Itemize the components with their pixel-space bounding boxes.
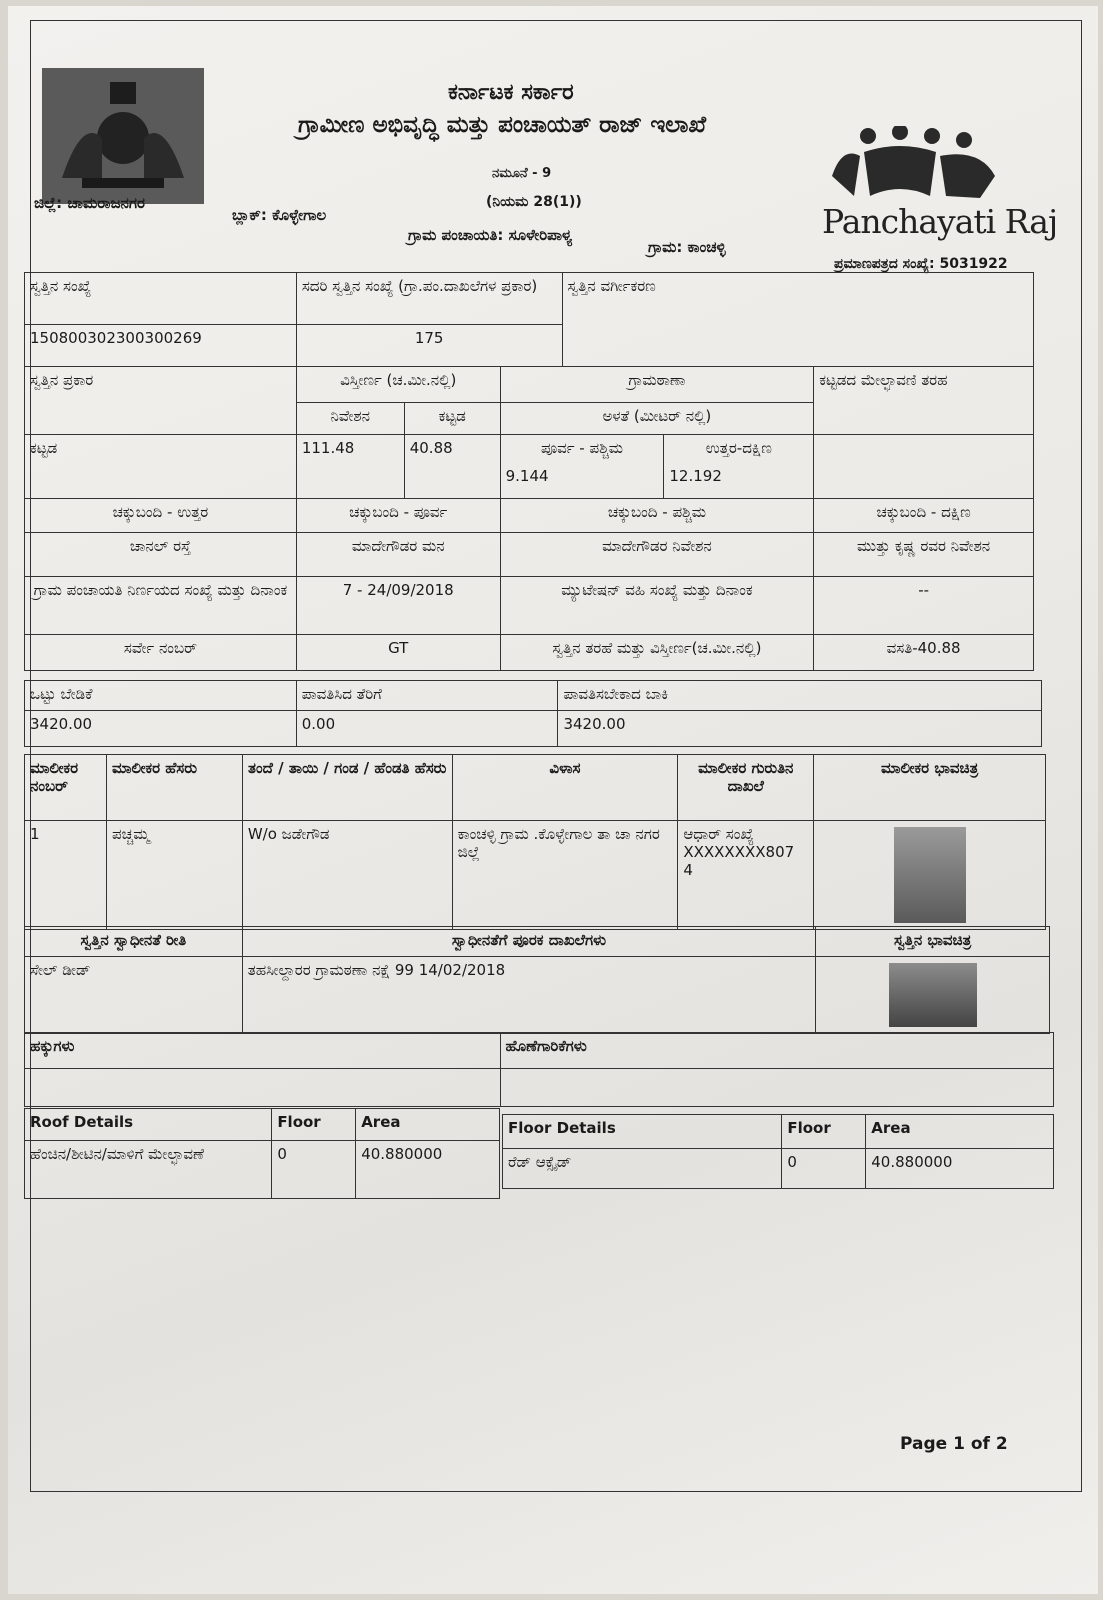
building-area-value: 40.88	[404, 435, 500, 499]
roof-details-header: Roof Details	[25, 1109, 272, 1141]
mutation-value: --	[814, 577, 1034, 635]
due-value: 3420.00	[558, 711, 1042, 747]
property-id-label: ಸ್ವತ್ತಿನ ಸಂಖ್ಯೆ	[25, 273, 297, 325]
owner-no: 1	[25, 821, 107, 930]
govt-title: ಕರ್ನಾಟಕ ಸರ್ಕಾರ	[448, 80, 574, 105]
floor-area: 40.880000	[866, 1149, 1054, 1189]
boundary-east-label: ಚಕ್ಕುಬಂದಿ - ಪೂರ್ವ	[296, 499, 500, 533]
owner-photo	[894, 827, 966, 923]
owner-photo-header: ಮಾಲೀಕರ ಭಾವಚಿತ್ರ	[814, 755, 1046, 821]
mutation-label: ಮ್ಯುಟೇಷನ್ ವಹಿ ಸಂಖ್ಯೆ ಮತ್ತು ದಿನಾಂಕ	[500, 577, 814, 635]
floor-table	[502, 1114, 1054, 1189]
id-doc-header: ಮಾಲೀಕರ ಗುರುತಿನ ದಾಖಲೆ	[678, 755, 814, 821]
building-label: ಕಟ್ಟಡ	[404, 403, 500, 435]
survey-value: GT	[296, 635, 500, 671]
page-number: Page 1 of 2	[900, 1434, 1008, 1454]
boundary-north-value: ಚಾನಲ್ ರಸ್ತೆ	[25, 533, 297, 577]
east-west-label: ಪೂರ್ವ - ಪಶ್ಚಿಮ	[540, 439, 624, 457]
liabilities-label: ಹೊಣೆಗಾರಿಕೆಗಳು	[500, 1033, 1053, 1069]
paid-label: ಪಾವತಿಸಿದ ತೆರಿಗೆ	[296, 681, 558, 711]
floor-floor: 0	[782, 1149, 866, 1189]
owner-name-header: ಮಾಲೀಕರ ಹೆಸರು	[106, 755, 242, 821]
paid-value: 0.00	[296, 711, 558, 747]
block: ಬ್ಲಾಕ್: ಕೊಳ್ಳೇಗಾಲ	[232, 206, 327, 224]
rights-label: ಹಕ್ಕುಗಳು	[25, 1033, 501, 1069]
address-header: ವಿಳಾಸ	[452, 755, 678, 821]
boundary-east-value: ಮಾದೇಗೌಡರ ಮನ	[296, 533, 500, 577]
area-label: ವಿಸ್ತೀರ್ಣ (ಚ.ಮೀ.ನಲ್ಲಿ)	[296, 367, 500, 403]
liabilities-value	[500, 1069, 1053, 1107]
owner-id-type: ಆಧಾರ್ ಸಂಖ್ಯೆ	[683, 825, 754, 843]
form-number: ನಮೂನೆ - 9	[492, 166, 552, 181]
roof-table	[24, 1108, 500, 1199]
owner-id-value: XXXXXXXX807 4	[683, 843, 795, 879]
boundary-west-label: ಚಕ್ಕುಬಂದಿ - ಪಶ್ಚಿಮ	[500, 499, 814, 533]
north-south-cell	[664, 435, 814, 499]
roof-floor: 0	[272, 1141, 356, 1199]
rights-table	[24, 1032, 1054, 1107]
gram-panchayat: ಗ್ರಾಮ ಪಂಚಾಯತಿ: ಸೂಳೇರಿಪಾಳ್ಯ	[408, 226, 573, 244]
owner-relation: W/o ಜಡೇಗೌಡ	[242, 821, 452, 930]
owner-no-header: ಮಾಲೀಕರ ನಂಬರ್	[25, 755, 107, 821]
demand-label: ಒಟ್ಟು ಬೇಡಿಕೆ	[25, 681, 297, 711]
roof-floor-header: Floor	[272, 1109, 356, 1141]
north-south-label: ಉತ್ತರ-ದಕ್ಷಿಣ	[705, 439, 772, 457]
boundary-south-label: ಚಕ್ಕುಬಂದಿ - ದಕ್ಷಿಣ	[814, 499, 1034, 533]
boundary-south-value: ಮುತ್ತು ಕೃಷ್ಣ ರವರ ನಿವೇಶನ	[814, 533, 1034, 577]
property-id-value: 150800302300300269	[25, 325, 297, 367]
demand-value: 3420.00	[25, 711, 297, 747]
site-area-value: 111.48	[296, 435, 404, 499]
owner-name: ಪಚ್ಚಮ್ಮ	[106, 821, 242, 930]
due-label: ಪಾವತಿಸಬೇಕಾದ ಬಾಕಿ	[558, 681, 1042, 711]
roof-area: 40.880000	[356, 1141, 500, 1199]
usage-label: ಸ್ವತ್ತಿನ ತರಹೆ ಮತ್ತು ವಿಸ್ತೀರ್ಣ(ಚ.ಮೀ.ನಲ್ಲಿ)	[500, 635, 814, 671]
acq-method: ಸೇಲ್ ಡೀಡ್	[25, 957, 243, 1034]
dimension-label: ಅಳತೆ (ಮೀಟರ್ ನಲ್ಲಿ)	[500, 403, 814, 435]
floor-details: ರೆಡ್ ಆಕ್ಸೈಡ್	[503, 1149, 782, 1189]
class-label: ಸ್ವತ್ತಿನ ವರ್ಗೀಕರಣ	[562, 273, 1033, 367]
property-photo-label: ಸ್ವತ್ತಿನ ಭಾವಚಿತ್ರ	[816, 927, 1050, 957]
boundary-north-label: ಚಕ್ಕುಬಂದಿ - ಉತ್ತರ	[25, 499, 297, 533]
reg-no-value: 175	[296, 325, 562, 367]
east-west-cell	[500, 435, 664, 499]
north-south-value: 12.192	[669, 467, 722, 485]
roof-type-label: ಕಟ್ಟಡದ ಮೇಲ್ಛಾವಣಿ ತರಹ	[814, 367, 1034, 435]
owner-address: ಕಾಂಚಳ್ಳಿ ಗ್ರಾಮ .ಕೊಳ್ಳೇಗಾಲ ತಾ ಚಾ ನಗರ ಜಿಲ್ಲೆ	[452, 821, 678, 930]
rights-value	[25, 1069, 501, 1107]
class-value: ಗ್ರಾಮಠಾಣಾ	[500, 367, 814, 403]
karnataka-emblem-icon	[42, 68, 204, 204]
village: ಗ್ರಾಮ: ಕಾಂಚಳ್ಳಿ	[648, 238, 726, 256]
panchayati-raj-logo-text: Panchayati Raj	[822, 202, 1058, 241]
owner-id-cell	[678, 821, 814, 930]
resolution-label: ಗ್ರಾಮ ಪಂಚಾಯತಿ ನಿರ್ಣಯದ ಸಂಖ್ಯೆ ಮತ್ತು ದಿನಾಂಕ	[25, 577, 297, 635]
acq-docs: ತಹಸೀಲ್ದಾರರ ಗ್ರಾಮಠಣಾ ನಕ್ಷೆ 99 14/02/2018	[242, 957, 815, 1034]
acq-docs-label: ಸ್ವಾಧೀನತೆಗೆ ಪೂರಕ ದಾಖಲೆಗಳು	[242, 927, 815, 957]
site-label: ನಿವೇಶನ	[296, 403, 404, 435]
reg-no-label: ಸದರಿ ಸ್ವತ್ತಿನ ಸಂಖ್ಯೆ (ಗ್ರಾ.ಪಂ.ದಾಖಲೆಗಳ ಪ್ರಕಾರ)	[296, 273, 562, 325]
document-page	[8, 6, 1098, 1594]
roof-area-header: Area	[356, 1109, 500, 1141]
floor-area-header: Area	[866, 1115, 1054, 1149]
usage-value: ವಸತಿ-40.88	[814, 635, 1034, 671]
resolution-value: 7 - 24/09/2018	[296, 577, 500, 635]
owner-photo-cell	[814, 821, 1046, 930]
tax-table	[24, 680, 1042, 747]
panchayati-raj-people-icon	[820, 126, 1020, 276]
relation-header: ತಂದೆ / ತಾಯಿ / ಗಂಡ / ಹೆಂಡತಿ ಹೆಸರು	[242, 755, 452, 821]
property-table	[24, 272, 1034, 671]
roof-type-value	[814, 435, 1034, 499]
acq-method-label: ಸ್ವತ್ತಿನ ಸ್ವಾಧೀನತೆ ರೀತಿ	[25, 927, 243, 957]
floor-floor-header: Floor	[782, 1115, 866, 1149]
floor-details-header: Floor Details	[503, 1115, 782, 1149]
type-label: ಸ್ವತ್ತಿನ ಪ್ರಕಾರ	[25, 367, 297, 435]
survey-label: ಸರ್ವೇ ನಂಬರ್	[25, 635, 297, 671]
property-photo-cell	[816, 957, 1050, 1034]
certificate-number: ಪ್ರಮಾಣಪತ್ರದ ಸಂಖ್ಯೆ: 5031922	[834, 256, 1008, 272]
type-value: ಕಟ್ಟಡ	[25, 435, 297, 499]
owner-table	[24, 754, 1046, 930]
district: ಜಿಲ್ಲೆ: ಚಾಮರಾಜನಗರ	[34, 194, 145, 212]
rule-number: (ನಿಯಮ 28(1))	[486, 194, 582, 210]
property-photo	[889, 963, 977, 1027]
boundary-west-value: ಮಾದೇಗೌಡರ ನಿವೇಶನ	[500, 533, 814, 577]
roof-details: ಹೆಂಚಿನ/ಶೀಟಿನ/ಮಾಳಿಗೆ ಮೇಲ್ಛಾವಣೆ	[25, 1141, 272, 1199]
east-west-value: 9.144	[505, 467, 549, 485]
acquisition-table	[24, 926, 1050, 1034]
dept-title: ಗ್ರಾಮೀಣ ಅಭಿವೃದ್ಧಿ ಮತ್ತು ಪಂಚಾಯತ್ ರಾಜ್ ಇಲಾಖೆ	[298, 112, 706, 138]
